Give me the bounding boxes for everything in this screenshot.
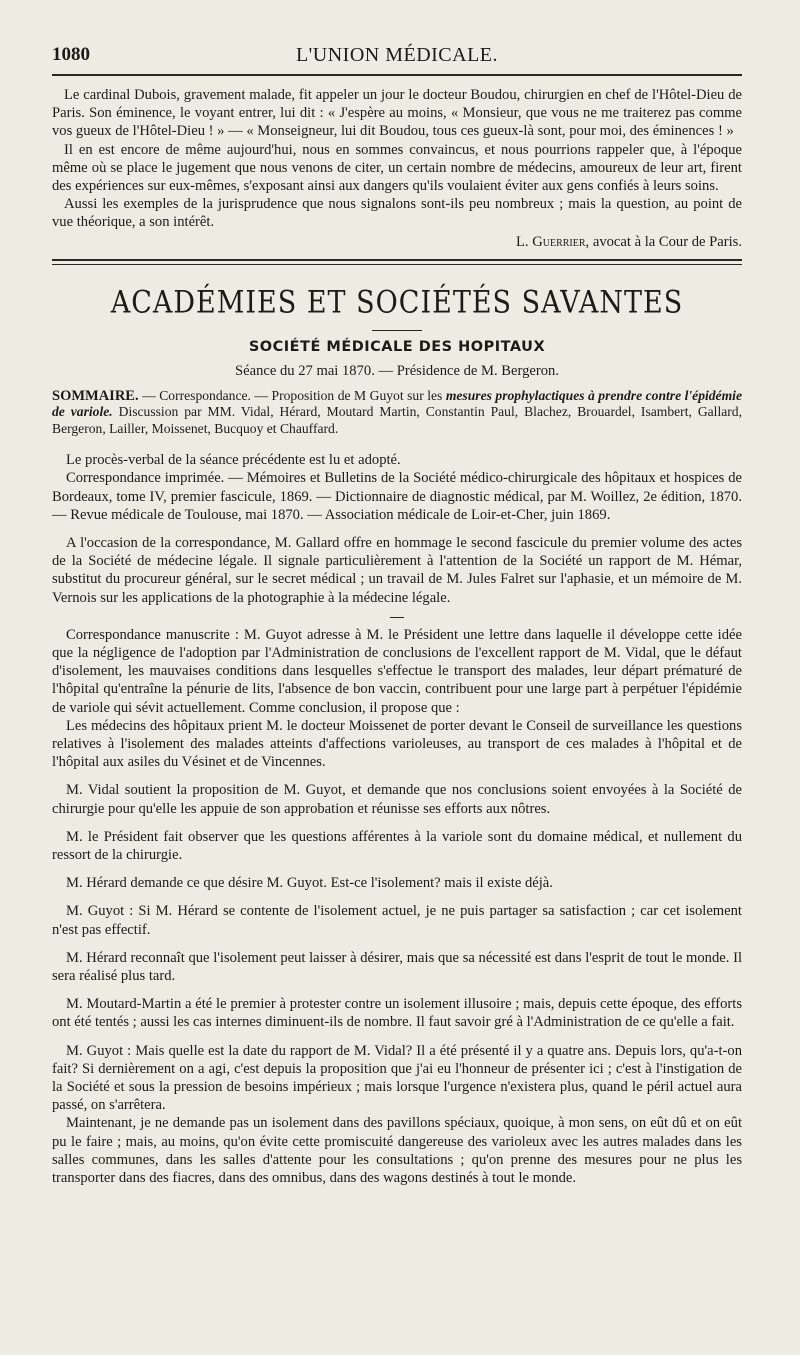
session-line: Séance du 27 mai 1870. — Présidence de M. Bergeron. <box>235 362 559 379</box>
page-number: 1080 <box>52 44 90 65</box>
section-title: ACADÉMIES ET SOCIÉTÉS SAVANTES <box>110 284 684 320</box>
running-title: L'UNION MÉDICALE. <box>295 44 499 66</box>
report-paragraph: M. Vidal soutient la proposition de M. Guyot, et demande que nos conclusions soient envoyées à la Société de chirurgie pour qu'elle les appuie de son approbation et réunisse ses efforts aux nôtres. <box>52 782 742 817</box>
title-rule <box>372 330 422 331</box>
author-name: L. Guerrier, <box>516 233 590 250</box>
summary-topic: mesures prophylactiques à prendre contre l'épidémie de variole. <box>52 387 742 420</box>
summary-label: SOMMAIRE. <box>52 387 139 404</box>
report-paragraph: Maintenant, je ne demande pas un isolement dans des pavillons spéciaux, quoique, à mon sens, on eût dû et on eût pu le faire ; mais, au moins, qu'on évite cette promiscuité dangereuse des varioleux avec les autres malades dans les salles communes, dans les salles d'attente pour les consultations ; qu'on prenne des mesures pour ne plus les transporter dans des fiacres, dans des omnibus, dans des wagons destinés à tout le monde. <box>52 1115 742 1187</box>
report-paragraph: M. Guyot : Mais quelle est la date du rapport de M. Vidal? Il a été présenté il y a quatre ans. Depuis lors, qu'a-t-on fait? Si dernièrement on a agi, c'est depuis la proposition que j'ai eu l'honneur de présenter ici ; c'est à l'instigation de la Société et sous la pression de besoins impérieux ; mais lorsque l'urgence n'existera plus, quand le péril actuel aura passé, on s'arrêtera. <box>52 1042 742 1114</box>
report-paragraph: Les médecins des hôpitaux prient M. le docteur Moissenet de porter devant le Conseil de surveillance les questions relatives à l'isolement des malades atteints d'affections varioleuses, au transport de ces malades à l'hôpital et de l'hôpital aux asiles du Vésinet et de Vincennes. <box>52 717 742 771</box>
report-paragraph: A l'occasion de la correspondance, M. Gallard offre en hommage le second fascicule du premier volume des actes de la Société de médecine légale. Il signale particulièrement à l'attention de la Société un rapport de M. Hémar, substitut du procureur général, sur le secret médical ; un travail de M. Jules Falret sur l'aphasie, et un mémoire de M. Vernois sur les applications de la photographie à la médecine légale. <box>52 534 742 606</box>
report-paragraph: Correspondance manuscrite : M. Guyot adresse à M. le Président une lettre dans laquelle il développe cette idée que la négligence de l'adoption par l'Administration de conclusions de l'excellent rapport de M. Vidal, que le défaut d'isolement, les mauvaises conditions dans lesquelles s'effectue le transport des malades, leur départ prématuré de l'hôpital qu'entraîne la pénurie de lits, l'absence de bon vaccin, contribuent pour une large part à perpétuer l'épidémie de variole qui sévit actuellement. Comme conclusion, il propose que : <box>52 626 742 716</box>
author-role: avocat à la Cour de Paris. <box>592 233 742 250</box>
summary <box>52 388 742 438</box>
page-header <box>52 30 742 76</box>
session-report <box>52 451 742 1187</box>
report-paragraph: Correspondance imprimée. — Mémoires et Bulletins de la Société médico-chirurgicale des hôpitaux et hospices de Bordeaux, tome IV, premier fascicule, 1869. — Dictionnaire de diagnostic médical, par M. Woillez, 2e édition, 1870. — Revue médicale de Toulouse, mai 1870. — Association médicale de Loir-et-Cher, juin 1869. <box>52 470 742 523</box>
report-paragraph: M. Moutard-Martin a été le premier à protester contre un isolement illusoire ; mais, depuis cette époque, des efforts ont été tentés ; aussi les cas internes diminuent-ils de nombre. Il faut savoir gré à l'Administration de ce qu'elle a fait. <box>52 996 742 1031</box>
author-signature <box>52 234 742 251</box>
summary-text: — Correspondance. — Proposition de M Guyot sur les <box>138 387 446 403</box>
society-heading: SOCIÉTÉ MÉDICALE DES HOPITAUX <box>248 338 546 355</box>
intro-paragraph: Aussi les exemples de la jurisprudence que nous signalons sont-ils peu nombreux ; mais la question, au point de vue théorique, a son intérêt. <box>52 196 742 231</box>
intro-paragraph: Le cardinal Dubois, gravement malade, fit appeler un jour le docteur Boudou, chirurgien en chef de l'Hôtel-Dieu de Paris. Son éminence, le voyant entrer, lui dit : « J'espère au moins, « Monsieur, que vous ne me traiterez pas comme vos gueux de l'Hôtel-Dieu ! » — « Monseigneur, lui dit Boudou, tous ces gueux-là sont, pour moi, des éminences ! » <box>52 87 742 140</box>
report-paragraph: M. le Président fait observer que les questions afférentes à la variole sont du domaine médical, et nullement du ressort de la chirurgie. <box>52 828 742 863</box>
paragraph-separator <box>390 617 404 618</box>
summary-discussants: Discussion par MM. Vidal, Hérard, Moutard Martin, Constantin Paul, Blachez, Brouardel, Isambert, Gallard, Bergeron, Lailler, Moissenet, Bucquoy et Chauffard. <box>52 404 742 436</box>
report-paragraph: Le procès-verbal de la séance précédente est lu et adopté. <box>66 452 401 469</box>
intro-paragraph: Il en est encore de même aujourd'hui, nous en sommes convaincus, et nous pourrions rappeler que, à l'époque même où se place le jugement que nous venons de citer, un certain nombre de médecins, amoureux de leur art, firent des expériences sur eux-mêmes, s'exposant ainsi aux dangers qu'ils voulaient éviter aux gens confiés à leurs soins. <box>52 141 742 195</box>
report-paragraph: M. Guyot : Si M. Hérard se contente de l'isolement actuel, je ne puis partager sa satisfaction ; car cet isolement n'est pas effectif. <box>52 903 742 938</box>
report-paragraph: M. Hérard demande ce que désire M. Guyot. Est-ce l'isolement? mais il existe déjà. <box>66 875 553 892</box>
section-divider <box>52 259 742 265</box>
intro-text <box>52 86 742 232</box>
report-paragraph: M. Hérard reconnaît que l'isolement peut laisser à désirer, mais que sa nécessité est dans l'esprit de tout le monde. Il sera réalisé plus tard. <box>52 949 742 984</box>
